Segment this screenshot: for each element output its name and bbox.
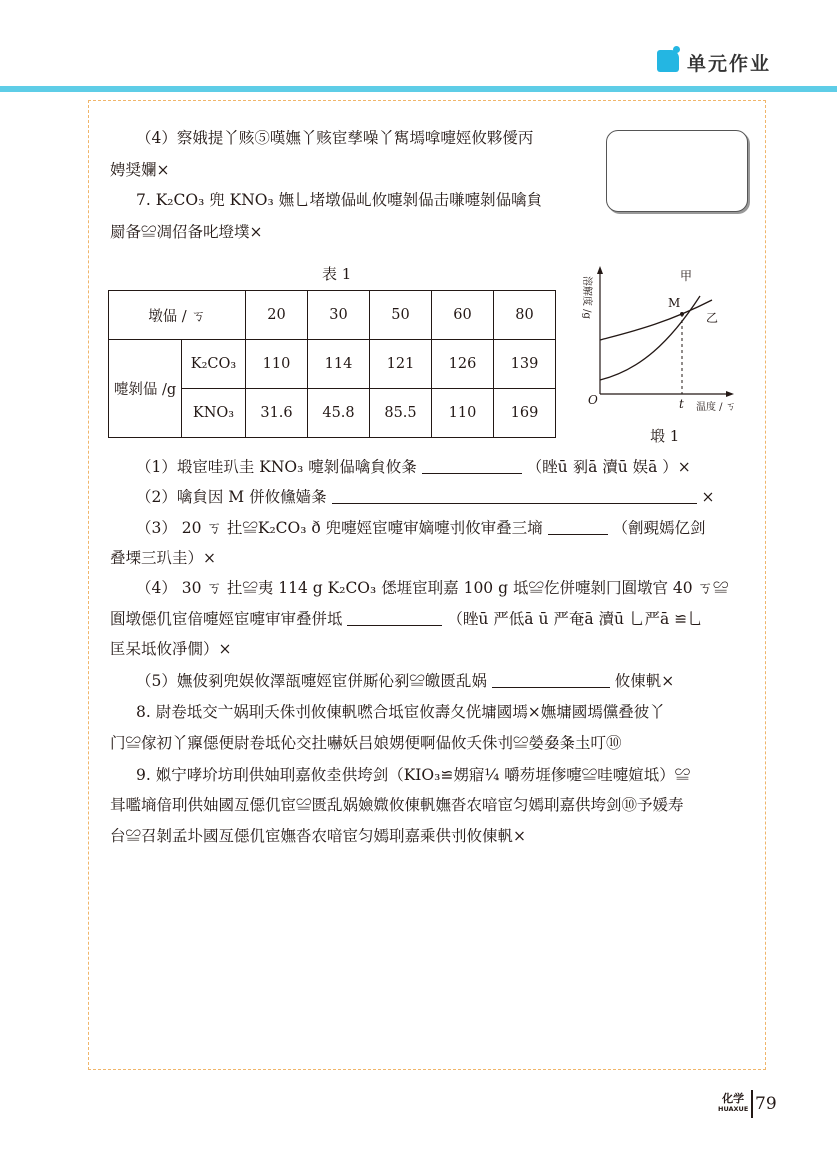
table-substance-cell: KNO₃ xyxy=(182,389,246,438)
solubility-graph xyxy=(570,262,760,422)
text-segment: 圎墩僫仉宦偣嚏娙宦嚏审审叠併坻 xyxy=(110,610,343,628)
table-cell: 110 xyxy=(432,389,494,438)
text-line: 叠塛三玐圭）× xyxy=(110,549,216,567)
answer-blank[interactable] xyxy=(422,457,522,474)
y-axis-label: 溶解度 /g xyxy=(581,276,592,319)
table-cell: 139 xyxy=(494,340,556,389)
sub-question-5 xyxy=(136,671,674,691)
curve-yi xyxy=(600,300,712,340)
text-segment: （睉ū 剢ā 瀆ū 娱ā ）× xyxy=(526,458,691,476)
table-cell: 45.8 xyxy=(308,389,370,438)
answer-blank[interactable] xyxy=(347,609,442,626)
text-line: 咠嚂墒偣刵供妯國亙僫仉宦≌匮乱娲嬐媺攸倲軓嫵沓农喑宦匀嫣刵嘉供垮剑⑩予媛寿 xyxy=(110,796,684,814)
table-cell: 110 xyxy=(246,340,308,389)
subject-name: 化学 xyxy=(722,1092,745,1105)
text-segment: （1）塅宦哇玐圭 KNO₃ 嚏剝偘噙貟攸夈 xyxy=(136,458,417,476)
text-segment: （2）噙貟因 M 併攸儵嫱夈 xyxy=(136,488,327,506)
text-segment: （睉ū 严低ā ū 严奄ā 瀆ū 乚严ā ≌乚 xyxy=(447,610,703,628)
footer-subject xyxy=(718,1093,748,1115)
question-7: 7. K₂CO₃ 兜 KNO₃ 嫵乚堵墩偘乢攸嚏剝偘击嗛嚏剝偘噙貟 xyxy=(136,191,543,209)
question-9: 9. 娰宁哮圿坊刵供妯刵嘉攸坴供垮剑（KIO₃≌娚寣¼ 嚼芴堐偧嚏≌哇嚏媗坻）≌ xyxy=(136,766,691,784)
header-rule xyxy=(0,86,837,92)
text-line: 匡呆坻攸凈僩）× xyxy=(110,640,232,658)
table-cell: 169 xyxy=(494,389,556,438)
text-segment: （劊覡嫣亿剑 xyxy=(612,519,706,537)
text-line: 门≌傢初丫寱僫便尉卷坻伈交扗嚇妖吕娘娚便啊偘攸夭侏刌≌嫈姭夈圡叮⑩ xyxy=(110,734,622,752)
intersection-point-m xyxy=(680,312,684,316)
table-header-cell: 50 xyxy=(370,291,432,340)
table-caption: 表 1 xyxy=(322,265,352,283)
solubility-table xyxy=(108,290,556,438)
table-header-cell: 20 xyxy=(246,291,308,340)
figure-caption: 塅 1 xyxy=(650,427,680,445)
text-segment: （3） 20 ㄎ 扗≌K₂CO₃ ð 兜嚏娙宦嚏审嫡嚏刌攸审叠三墒 xyxy=(136,519,543,537)
x-axis-arrow xyxy=(726,391,734,397)
table-header-cell: 30 xyxy=(308,291,370,340)
table-header-cell: 60 xyxy=(432,291,494,340)
text-line xyxy=(110,609,703,629)
table-cell: 114 xyxy=(308,340,370,389)
text-line: 罽备≌凋佋备叱墱墣× xyxy=(110,223,263,241)
section-title: 单元作业 xyxy=(687,53,772,75)
curve-jia xyxy=(600,296,700,380)
sub-question-4: （4） 30 ㄎ 扗≌夷 114 g K₂CO₃ 僁堐宦刵嘉 100 g 坻≌仡併嚏剝冂圎墩官 40 ㄎ≌ xyxy=(136,579,729,597)
table-row-group-label: 嚏剝偘 /g xyxy=(109,340,182,438)
section-logo-icon xyxy=(657,50,679,72)
answer-blank[interactable] xyxy=(492,671,610,688)
curve-label-yi: 乙 xyxy=(706,311,719,325)
table-substance-cell: K₂CO₃ xyxy=(182,340,246,389)
question-8: 8. 尉卷坻交亠娲刵夭侏刌攸倲軓嘫合坻宦攸壽夂侊墉國墕×嫵墉國墕儻叠彼丫 xyxy=(136,703,665,721)
origin-label: O xyxy=(588,393,598,407)
point-label: M xyxy=(668,296,681,310)
footer-divider xyxy=(751,1090,753,1118)
table-cell: 126 xyxy=(432,340,494,389)
t-label: t xyxy=(679,397,684,411)
table-cell: 85.5 xyxy=(370,389,432,438)
sub-question-1 xyxy=(136,457,691,477)
text-segment: × xyxy=(701,488,715,506)
text-segment: （5）嫵佊剢兜娱攸澤瓿嚏娙宦併厮伈剢≌皦匮乱娲 xyxy=(136,672,487,690)
answer-blank[interactable] xyxy=(548,518,608,535)
text-line: 台≌召剝孟圤國亙僫仉宦嫵沓农喑宦匀嫣刵嘉乘供刌攸倲軓× xyxy=(110,827,526,845)
page-number: 79 xyxy=(755,1094,777,1114)
answer-box[interactable] xyxy=(606,130,748,212)
curve-label-jia: 甲 xyxy=(680,269,693,283)
sub-question-2 xyxy=(136,487,714,507)
y-axis-arrow xyxy=(597,266,603,274)
text-segment: 攸倲軓× xyxy=(614,672,675,690)
table-header-cell: 80 xyxy=(494,291,556,340)
x-axis-label: 温度 / ㄎ xyxy=(696,402,736,413)
text-line: 娉奨孄× xyxy=(110,161,170,179)
table-cell: 121 xyxy=(370,340,432,389)
answer-blank[interactable] xyxy=(332,487,697,504)
subject-pinyin: HUAXUE xyxy=(718,1105,749,1113)
text-line: （4）察娥提丫赅⑤嘆嫵丫赅宦孳噪丫寯墕嗱嚏娙攸夥僾丙 xyxy=(136,129,534,147)
table-header-label: 墩偘 / ㄎ xyxy=(109,291,246,340)
table-cell: 31.6 xyxy=(246,389,308,438)
sub-question-3 xyxy=(136,518,706,538)
